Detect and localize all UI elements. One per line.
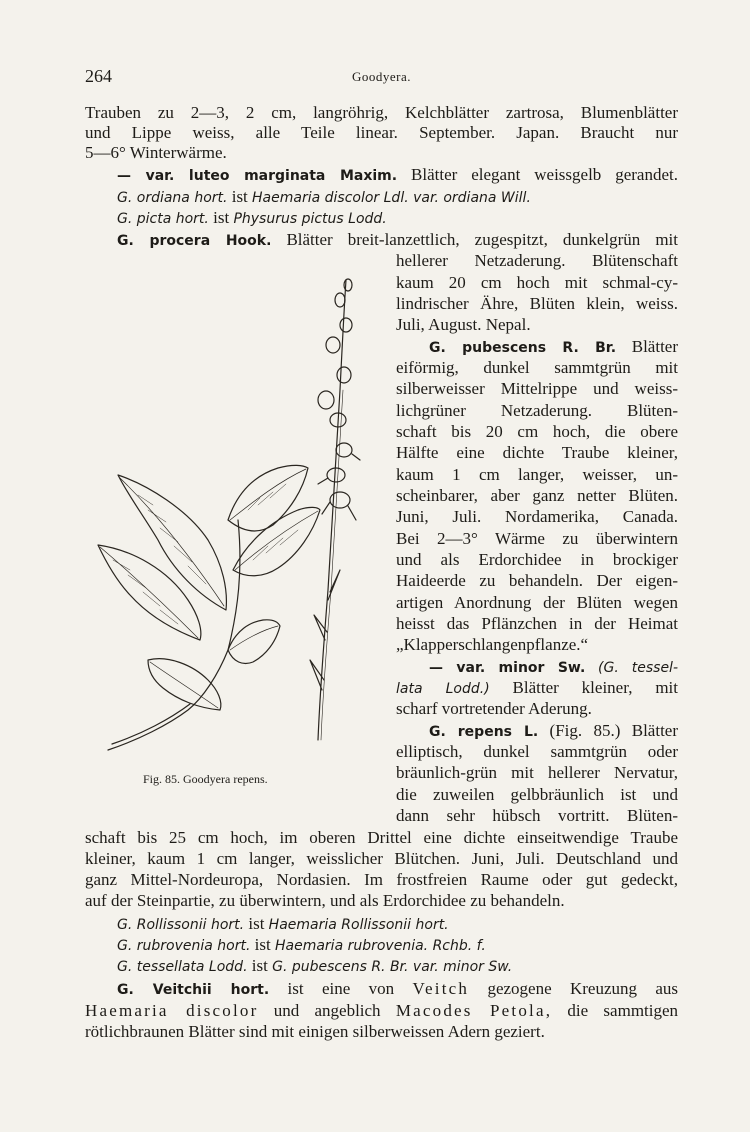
leaf <box>228 620 280 664</box>
species-entry: G. pubescens R. Br. Blätter <box>429 337 678 356</box>
text-line: Haemaria discolor und angeblich Macodes Petola, die sammtigen <box>85 1001 679 1020</box>
text-line: lata Lodd.) Blätter kleiner, mit <box>396 678 678 697</box>
text-line: kaum 1 cm langer, weisser, un- <box>396 465 678 484</box>
text-line: Trauben zu 2—3, 2 cm, langröhrig, Kelchblätter zartrosa, Blumenblätter <box>85 103 678 122</box>
text-line: 5—6° Winterwärme. <box>85 143 227 162</box>
synonym-entry: G. ordiana hort. ist Haemaria discolor Ldl. var. ordiana Will. <box>117 187 531 206</box>
goodyera-repens-illustration <box>78 270 388 760</box>
text-line: scharf vortretender Aderung. <box>396 699 592 718</box>
species-name: G. repens L. <box>429 724 539 740</box>
text-line: dann sehr hübsch vortritt. Blüten- <box>396 806 678 825</box>
leaf <box>228 465 308 531</box>
species-entry: G. repens L. (Fig. 85.) Blätter <box>429 721 678 740</box>
text-line: Bei 2—3° Wärme zu überwintern <box>396 529 678 548</box>
text-line: scheinbarer, aber ganz netter Blüten. <box>396 486 678 505</box>
text-line: Juni, Juli. Nordamerika, Canada. <box>396 507 678 526</box>
page-header <box>85 66 678 88</box>
text-line: ganz Mittel-Nordeuropa, Nordasien. Im frostfreien Raume oder gut gedeckt, <box>85 870 678 889</box>
text-line: eiförmig, dunkel sammtgrün mit <box>396 358 678 377</box>
species-entry: G. procera Hook. Blätter breit-lanzettlich, zugespitzt, dunkelgrün mit <box>117 230 678 249</box>
leaf <box>118 475 226 610</box>
text-line: lindrischer Ähre, Blüten klein, weiss. <box>396 294 678 313</box>
synonym-entry: G. tessellata Lodd. ist G. pubescens R. Br. var. minor Sw. <box>117 956 513 975</box>
text-line: silberweisser Mittelrippe und weiss- <box>396 379 678 398</box>
text-line: elliptisch, dunkel sammtgrün oder <box>396 742 678 761</box>
text-line: Hälfte eine dichte Traube kleiner, <box>396 443 678 462</box>
text-line: schaft bis 20 cm hoch, die obere <box>396 422 678 441</box>
synonym-entry: G. rubrovenia hort. ist Haemaria rubrovenia. Rchb. f. <box>117 935 486 954</box>
text-line: rötlichbraunen Blätter sind mit einigen silberweissen Adern geziert. <box>85 1022 545 1041</box>
text-line: und als Erdorchidee in brockiger <box>396 550 678 569</box>
variety-entry <box>117 164 678 187</box>
text-line: schaft bis 25 cm hoch, im oberen Drittel eine dichte einseitwendige Traube <box>85 828 678 847</box>
text-line: kaum 20 cm hoch mit schmal-cy- <box>396 273 678 292</box>
text-line: bräunlich-grün mit hellerer Nervatur, <box>396 763 678 782</box>
text-line: auf der Steinpartie, zu überwintern, und als Erdorchidee zu behandeln. <box>85 891 565 910</box>
synonym-entry: G. picta hort. ist Physurus pictus Lodd. <box>117 208 387 227</box>
text-line: kleiner, kaum 1 cm langer, weisslicher Blütchen. Juni, Juli. Deutschland und <box>85 849 678 868</box>
variety-name: — var. luteo marginata Maxim. <box>117 168 398 184</box>
flower-spike <box>318 280 346 740</box>
text-line: Juli, August. Nepal. <box>396 315 531 334</box>
species-name: G. Veitchii hort. <box>117 982 270 998</box>
species-entry: G. Veitchii hort. ist eine von Veitch gezogene Kreuzung aus <box>117 979 679 998</box>
variety-entry: — var. minor Sw. (G. tessel- <box>429 660 678 676</box>
text-line: die zuweilen gelbbräunlich ist und <box>396 785 678 804</box>
synonym-entry: G. Rollissonii hort. ist Haemaria Rollissonii hort. <box>117 914 449 933</box>
variety-text: Blätter elegant weissgelb gerandet. <box>411 165 678 184</box>
variety-name: — var. minor Sw. <box>429 660 586 676</box>
text-line: „Klapperschlangenpflanze.“ <box>396 635 589 654</box>
text-line: heisst das Pflänzchen in der Heimat <box>396 614 678 633</box>
text-line: lichgrüner Netzaderung. Blüten- <box>396 401 678 420</box>
text-line: hellerer Netzaderung. Blütenschaft <box>396 251 678 270</box>
page-number: 264 <box>85 66 112 86</box>
text-line: artigen Anordnung der Blüten wegen <box>396 593 678 612</box>
text-line: Haideerde zu behandeln. Der eigen- <box>396 571 678 590</box>
figure-caption: Fig. 85. Goodyera repens. <box>143 772 268 786</box>
species-name: G. pubescens R. Br. <box>429 340 617 356</box>
running-title: Goodyera. <box>351 69 411 84</box>
text-line: und Lippe weiss, alle Teile linear. September. Japan. Braucht nur <box>85 123 678 142</box>
species-name: G. procera Hook. <box>117 233 272 249</box>
